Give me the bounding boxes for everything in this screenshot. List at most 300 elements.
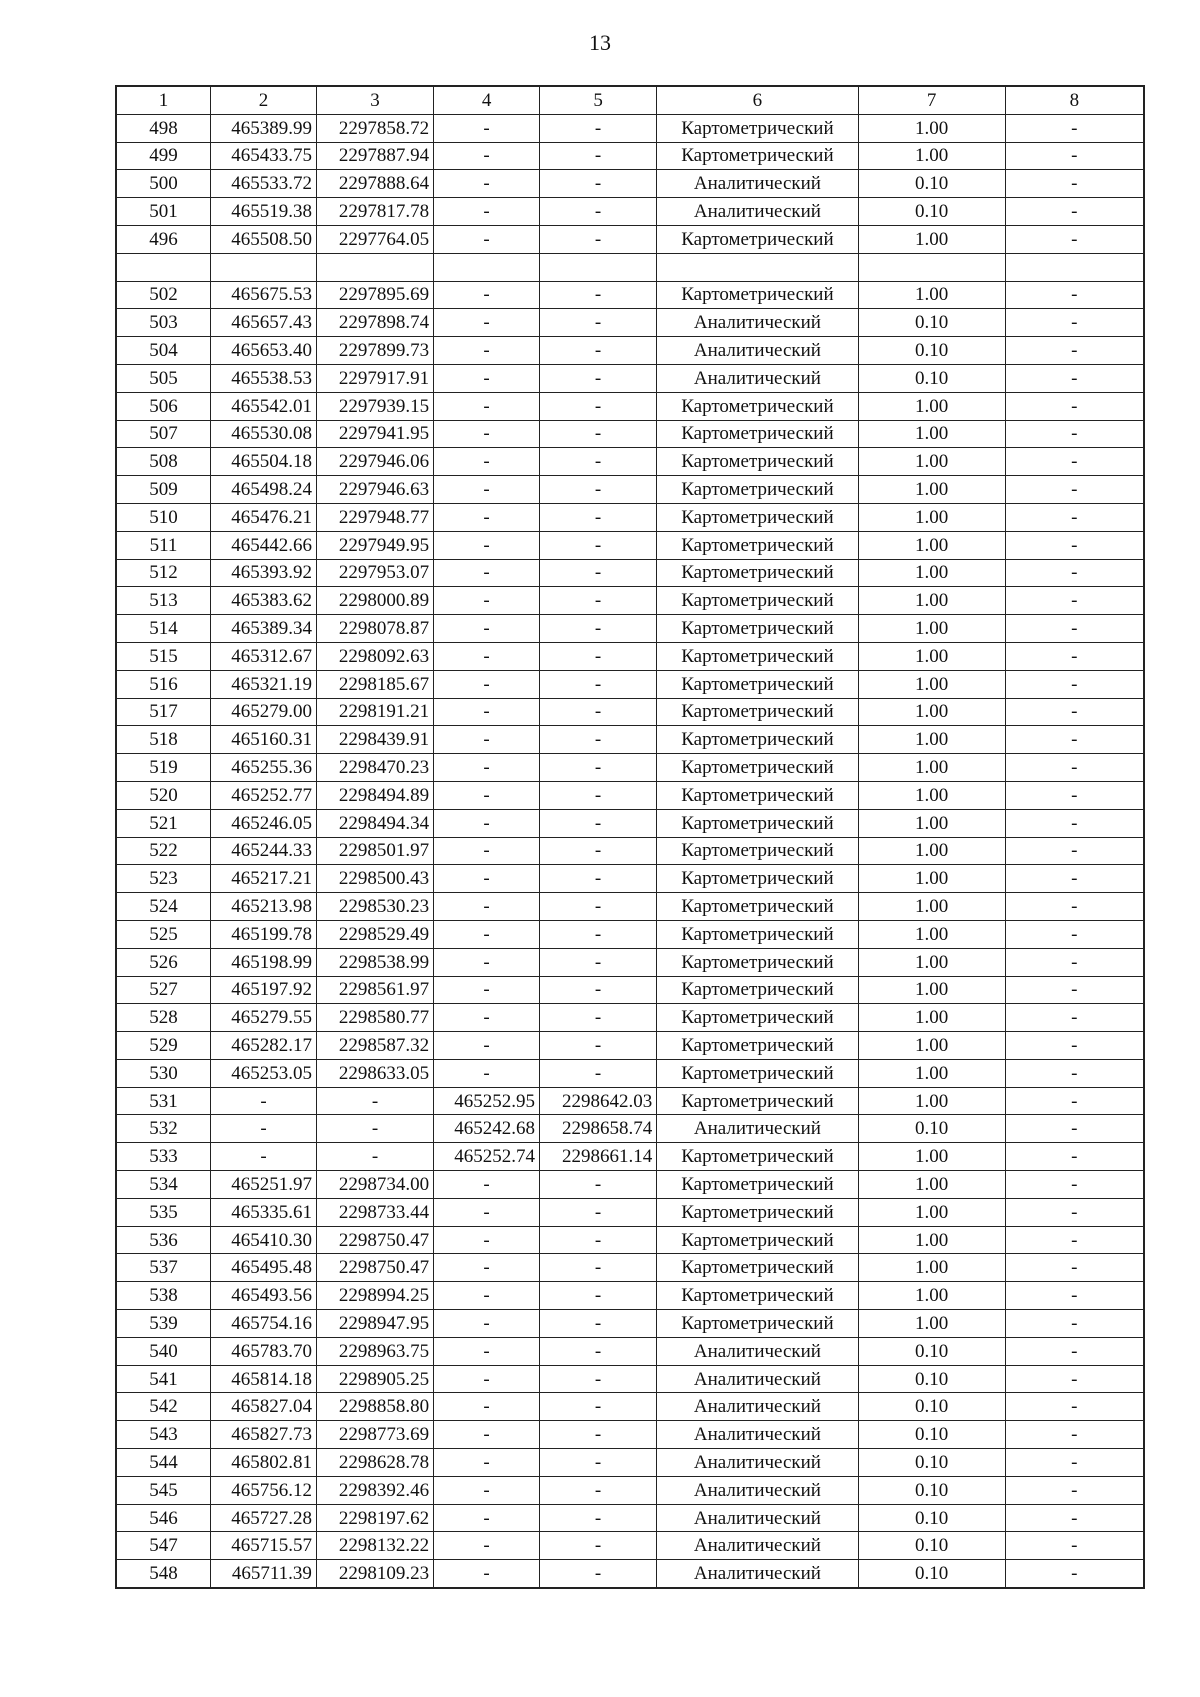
- y-coordinate-cell: 2298092.63: [316, 642, 433, 670]
- point-number-cell: 515: [116, 642, 211, 670]
- accuracy-cell: 0.10: [858, 1365, 1005, 1393]
- note-cell: -: [1005, 587, 1144, 615]
- note-cell: -: [1005, 948, 1144, 976]
- y-alt-coordinate-cell: -: [540, 587, 657, 615]
- y-coordinate-cell: 2298530.23: [316, 893, 433, 921]
- y-coordinate-cell: 2297898.74: [316, 309, 433, 337]
- table-row: [116, 1421, 1144, 1449]
- y-alt-coordinate-cell: -: [540, 1310, 657, 1338]
- accuracy-cell: 1.00: [858, 781, 1005, 809]
- y-coordinate-cell: 2297817.78: [316, 198, 433, 226]
- method-cell: Аналитический: [657, 1504, 858, 1532]
- y-coordinate-cell: 2297939.15: [316, 392, 433, 420]
- note-cell: -: [1005, 225, 1144, 253]
- x-coordinate-cell: 465493.56: [211, 1282, 317, 1310]
- x-alt-coordinate-cell: -: [434, 837, 540, 865]
- y-alt-coordinate-cell: -: [540, 559, 657, 587]
- accuracy-cell: 0.10: [858, 1337, 1005, 1365]
- method-cell: Картометрический: [657, 1087, 858, 1115]
- note-cell: -: [1005, 1337, 1144, 1365]
- method-cell: Картометрический: [657, 225, 858, 253]
- y-alt-coordinate-cell: -: [540, 809, 657, 837]
- y-alt-coordinate-cell: -: [540, 1059, 657, 1087]
- y-coordinate-cell: 2298078.87: [316, 615, 433, 643]
- y-coordinate-cell: 2298963.75: [316, 1337, 433, 1365]
- accuracy-cell: 1.00: [858, 976, 1005, 1004]
- x-alt-coordinate-cell: 465252.95: [434, 1087, 540, 1115]
- note-cell: -: [1005, 615, 1144, 643]
- method-cell: Картометрический: [657, 1282, 858, 1310]
- table-row: [116, 1087, 1144, 1115]
- x-alt-coordinate-cell: -: [434, 1504, 540, 1532]
- point-number-cell: 509: [116, 476, 211, 504]
- table-row: [116, 281, 1144, 309]
- point-number-cell: 523: [116, 865, 211, 893]
- table-row: [116, 531, 1144, 559]
- x-coordinate-cell: 465675.53: [211, 281, 317, 309]
- x-coordinate-cell: [211, 253, 317, 281]
- point-number-cell: 496: [116, 225, 211, 253]
- table-row: [116, 698, 1144, 726]
- table-row: [116, 1059, 1144, 1087]
- y-coordinate-cell: 2298000.89: [316, 587, 433, 615]
- method-cell: Аналитический: [657, 1421, 858, 1449]
- x-alt-coordinate-cell: -: [434, 1198, 540, 1226]
- y-alt-coordinate-cell: -: [540, 1226, 657, 1254]
- table-row: [116, 420, 1144, 448]
- point-number-cell: 542: [116, 1393, 211, 1421]
- method-cell: Картометрический: [657, 920, 858, 948]
- method-cell: Картометрический: [657, 1004, 858, 1032]
- note-cell: -: [1005, 809, 1144, 837]
- note-cell: -: [1005, 1449, 1144, 1477]
- x-coordinate-cell: 465476.21: [211, 503, 317, 531]
- accuracy-cell: 1.00: [858, 1032, 1005, 1060]
- accuracy-cell: 0.10: [858, 309, 1005, 337]
- y-alt-coordinate-cell: -: [540, 503, 657, 531]
- table-row: [116, 1143, 1144, 1171]
- x-alt-coordinate-cell: -: [434, 920, 540, 948]
- method-cell: Аналитический: [657, 1393, 858, 1421]
- x-alt-coordinate-cell: -: [434, 114, 540, 142]
- x-coordinate-cell: -: [211, 1143, 317, 1171]
- point-number-cell: 524: [116, 893, 211, 921]
- table-row: [116, 1337, 1144, 1365]
- x-coordinate-cell: 465410.30: [211, 1226, 317, 1254]
- x-alt-coordinate-cell: -: [434, 531, 540, 559]
- accuracy-cell: 0.10: [858, 337, 1005, 365]
- method-cell: Картометрический: [657, 642, 858, 670]
- point-number-cell: 533: [116, 1143, 211, 1171]
- note-cell: -: [1005, 1365, 1144, 1393]
- x-alt-coordinate-cell: -: [434, 170, 540, 198]
- table-row: [116, 948, 1144, 976]
- y-alt-coordinate-cell: -: [540, 1393, 657, 1421]
- x-alt-coordinate-cell: -: [434, 1393, 540, 1421]
- x-alt-coordinate-cell: -: [434, 337, 540, 365]
- method-cell: [657, 253, 858, 281]
- point-number-cell: 500: [116, 170, 211, 198]
- note-cell: -: [1005, 420, 1144, 448]
- note-cell: -: [1005, 726, 1144, 754]
- x-coordinate-cell: 465198.99: [211, 948, 317, 976]
- y-coordinate-cell: 2297917.91: [316, 364, 433, 392]
- table-row: [116, 1032, 1144, 1060]
- table-row: [116, 198, 1144, 226]
- y-alt-coordinate-cell: -: [540, 225, 657, 253]
- x-coordinate-cell: 465246.05: [211, 809, 317, 837]
- accuracy-cell: 1.00: [858, 809, 1005, 837]
- y-alt-coordinate-cell: 2298658.74: [540, 1115, 657, 1143]
- y-coordinate-cell: -: [316, 1115, 433, 1143]
- y-coordinate-cell: [316, 253, 433, 281]
- table-row: [116, 1282, 1144, 1310]
- x-coordinate-cell: 465498.24: [211, 476, 317, 504]
- note-cell: -: [1005, 1171, 1144, 1199]
- point-number-cell: 529: [116, 1032, 211, 1060]
- y-coordinate-cell: 2298994.25: [316, 1282, 433, 1310]
- note-cell: -: [1005, 364, 1144, 392]
- point-number-cell: 537: [116, 1254, 211, 1282]
- x-coordinate-cell: 465827.73: [211, 1421, 317, 1449]
- table-row: [116, 1560, 1144, 1588]
- method-cell: Аналитический: [657, 337, 858, 365]
- x-coordinate-cell: 465538.53: [211, 364, 317, 392]
- point-number-cell: 543: [116, 1421, 211, 1449]
- method-cell: Картометрический: [657, 587, 858, 615]
- point-number-cell: 540: [116, 1337, 211, 1365]
- method-cell: Картометрический: [657, 1143, 858, 1171]
- y-coordinate-cell: 2298750.47: [316, 1254, 433, 1282]
- x-alt-coordinate-cell: -: [434, 893, 540, 921]
- table-row: [116, 142, 1144, 170]
- point-number-cell: 512: [116, 559, 211, 587]
- y-coordinate-cell: 2298197.62: [316, 1504, 433, 1532]
- y-alt-coordinate-cell: -: [540, 281, 657, 309]
- accuracy-cell: 1.00: [858, 559, 1005, 587]
- y-coordinate-cell: 2297887.94: [316, 142, 433, 170]
- note-cell: -: [1005, 114, 1144, 142]
- header-cell: 8: [1005, 86, 1144, 114]
- x-alt-coordinate-cell: -: [434, 1532, 540, 1560]
- header-cell: 5: [540, 86, 657, 114]
- x-alt-coordinate-cell: -: [434, 559, 540, 587]
- x-alt-coordinate-cell: -: [434, 225, 540, 253]
- x-coordinate-cell: 465542.01: [211, 392, 317, 420]
- accuracy-cell: 0.10: [858, 364, 1005, 392]
- point-number-cell: 536: [116, 1226, 211, 1254]
- note-cell: -: [1005, 1143, 1144, 1171]
- x-alt-coordinate-cell: -: [434, 781, 540, 809]
- x-alt-coordinate-cell: -: [434, 726, 540, 754]
- method-cell: Картометрический: [657, 420, 858, 448]
- method-cell: Картометрический: [657, 948, 858, 976]
- note-cell: -: [1005, 698, 1144, 726]
- point-number-cell: 505: [116, 364, 211, 392]
- y-alt-coordinate-cell: -: [540, 948, 657, 976]
- method-cell: Аналитический: [657, 1115, 858, 1143]
- method-cell: Картометрический: [657, 281, 858, 309]
- y-coordinate-cell: 2297953.07: [316, 559, 433, 587]
- point-number-cell: 532: [116, 1115, 211, 1143]
- x-alt-coordinate-cell: -: [434, 698, 540, 726]
- method-cell: Картометрический: [657, 559, 858, 587]
- x-alt-coordinate-cell: -: [434, 615, 540, 643]
- y-alt-coordinate-cell: -: [540, 1476, 657, 1504]
- header-cell: 2: [211, 86, 317, 114]
- point-number-cell: 535: [116, 1198, 211, 1226]
- table-row: [116, 225, 1144, 253]
- y-alt-coordinate-cell: -: [540, 1198, 657, 1226]
- x-coordinate-cell: 465197.92: [211, 976, 317, 1004]
- accuracy-cell: 1.00: [858, 1171, 1005, 1199]
- point-number-cell: 534: [116, 1171, 211, 1199]
- y-coordinate-cell: 2298773.69: [316, 1421, 433, 1449]
- y-alt-coordinate-cell: -: [540, 170, 657, 198]
- x-coordinate-cell: 465217.21: [211, 865, 317, 893]
- x-coordinate-cell: 465442.66: [211, 531, 317, 559]
- accuracy-cell: 1.00: [858, 670, 1005, 698]
- y-alt-coordinate-cell: -: [540, 1337, 657, 1365]
- method-cell: Картометрический: [657, 893, 858, 921]
- point-number-cell: 511: [116, 531, 211, 559]
- y-coordinate-cell: 2298500.43: [316, 865, 433, 893]
- x-alt-coordinate-cell: -: [434, 364, 540, 392]
- x-coordinate-cell: 465715.57: [211, 1532, 317, 1560]
- x-coordinate-cell: 465657.43: [211, 309, 317, 337]
- x-alt-coordinate-cell: -: [434, 476, 540, 504]
- point-number-cell: 513: [116, 587, 211, 615]
- table-row: [116, 448, 1144, 476]
- x-coordinate-cell: 465508.50: [211, 225, 317, 253]
- accuracy-cell: 1.00: [858, 754, 1005, 782]
- method-cell: Картометрический: [657, 503, 858, 531]
- y-coordinate-cell: 2298633.05: [316, 1059, 433, 1087]
- y-coordinate-cell: 2298905.25: [316, 1365, 433, 1393]
- accuracy-cell: 1.00: [858, 142, 1005, 170]
- method-cell: Картометрический: [657, 392, 858, 420]
- accuracy-cell: 1.00: [858, 1087, 1005, 1115]
- table-row: [116, 1476, 1144, 1504]
- x-alt-coordinate-cell: -: [434, 1365, 540, 1393]
- note-cell: -: [1005, 392, 1144, 420]
- x-alt-coordinate-cell: -: [434, 448, 540, 476]
- y-coordinate-cell: 2298628.78: [316, 1449, 433, 1477]
- note-cell: -: [1005, 1421, 1144, 1449]
- x-coordinate-cell: -: [211, 1087, 317, 1115]
- method-cell: Картометрический: [657, 698, 858, 726]
- x-coordinate-cell: 465279.55: [211, 1004, 317, 1032]
- x-coordinate-cell: 465321.19: [211, 670, 317, 698]
- accuracy-cell: 0.10: [858, 1560, 1005, 1588]
- table-row: [116, 337, 1144, 365]
- y-coordinate-cell: 2297946.06: [316, 448, 433, 476]
- y-coordinate-cell: 2298587.32: [316, 1032, 433, 1060]
- y-coordinate-cell: 2297895.69: [316, 281, 433, 309]
- note-cell: -: [1005, 281, 1144, 309]
- y-alt-coordinate-cell: -: [540, 420, 657, 448]
- point-number-cell: 526: [116, 948, 211, 976]
- method-cell: Картометрический: [657, 781, 858, 809]
- point-number-cell: 501: [116, 198, 211, 226]
- y-alt-coordinate-cell: -: [540, 1365, 657, 1393]
- table-row: [116, 1365, 1144, 1393]
- accuracy-cell: 1.00: [858, 503, 1005, 531]
- table-row: [116, 920, 1144, 948]
- point-number-cell: 517: [116, 698, 211, 726]
- note-cell: -: [1005, 920, 1144, 948]
- accuracy-cell: 1.00: [858, 1310, 1005, 1338]
- table-row: [116, 1504, 1144, 1532]
- accuracy-cell: 1.00: [858, 920, 1005, 948]
- x-alt-coordinate-cell: -: [434, 198, 540, 226]
- y-alt-coordinate-cell: -: [540, 1004, 657, 1032]
- y-alt-coordinate-cell: -: [540, 837, 657, 865]
- accuracy-cell: 0.10: [858, 1115, 1005, 1143]
- accuracy-cell: 1.00: [858, 1143, 1005, 1171]
- point-number-cell: 506: [116, 392, 211, 420]
- y-alt-coordinate-cell: -: [540, 1421, 657, 1449]
- method-cell: Аналитический: [657, 364, 858, 392]
- y-coordinate-cell: 2297941.95: [316, 420, 433, 448]
- method-cell: Картометрический: [657, 531, 858, 559]
- y-alt-coordinate-cell: -: [540, 198, 657, 226]
- note-cell: -: [1005, 1059, 1144, 1087]
- y-alt-coordinate-cell: -: [540, 114, 657, 142]
- x-alt-coordinate-cell: -: [434, 587, 540, 615]
- x-coordinate-cell: 465495.48: [211, 1254, 317, 1282]
- note-cell: [1005, 253, 1144, 281]
- x-alt-coordinate-cell: -: [434, 281, 540, 309]
- y-alt-coordinate-cell: 2298642.03: [540, 1087, 657, 1115]
- point-number-cell: 521: [116, 809, 211, 837]
- method-cell: Аналитический: [657, 198, 858, 226]
- y-alt-coordinate-cell: -: [540, 531, 657, 559]
- point-number-cell: 503: [116, 309, 211, 337]
- table-row: [116, 503, 1144, 531]
- method-cell: Картометрический: [657, 1198, 858, 1226]
- accuracy-cell: 1.00: [858, 1282, 1005, 1310]
- y-coordinate-cell: 2297949.95: [316, 531, 433, 559]
- method-cell: Картометрический: [657, 1059, 858, 1087]
- point-number-cell: 518: [116, 726, 211, 754]
- accuracy-cell: 1.00: [858, 726, 1005, 754]
- method-cell: Аналитический: [657, 1476, 858, 1504]
- y-alt-coordinate-cell: -: [540, 976, 657, 1004]
- y-coordinate-cell: 2297858.72: [316, 114, 433, 142]
- point-number-cell: 516: [116, 670, 211, 698]
- x-coordinate-cell: 465251.97: [211, 1171, 317, 1199]
- x-coordinate-cell: 465244.33: [211, 837, 317, 865]
- y-alt-coordinate-cell: -: [540, 642, 657, 670]
- note-cell: -: [1005, 1087, 1144, 1115]
- method-cell: Картометрический: [657, 448, 858, 476]
- note-cell: -: [1005, 531, 1144, 559]
- y-coordinate-cell: -: [316, 1143, 433, 1171]
- point-number-cell: 525: [116, 920, 211, 948]
- x-coordinate-cell: 465255.36: [211, 754, 317, 782]
- accuracy-cell: 1.00: [858, 281, 1005, 309]
- x-alt-coordinate-cell: -: [434, 1282, 540, 1310]
- table-row: [116, 781, 1144, 809]
- y-coordinate-cell: 2298561.97: [316, 976, 433, 1004]
- table-row: [116, 392, 1144, 420]
- y-coordinate-cell: 2297899.73: [316, 337, 433, 365]
- y-coordinate-cell: 2297948.77: [316, 503, 433, 531]
- y-coordinate-cell: 2298538.99: [316, 948, 433, 976]
- x-coordinate-cell: 465433.75: [211, 142, 317, 170]
- y-coordinate-cell: 2298501.97: [316, 837, 433, 865]
- table-row: [116, 726, 1144, 754]
- x-coordinate-cell: 465252.77: [211, 781, 317, 809]
- table-row: [116, 1171, 1144, 1199]
- note-cell: -: [1005, 448, 1144, 476]
- method-cell: Картометрический: [657, 809, 858, 837]
- y-alt-coordinate-cell: -: [540, 309, 657, 337]
- table-body: [116, 86, 1144, 1588]
- x-alt-coordinate-cell: -: [434, 670, 540, 698]
- x-alt-coordinate-cell: -: [434, 1337, 540, 1365]
- accuracy-cell: 1.00: [858, 1198, 1005, 1226]
- accuracy-cell: 1.00: [858, 865, 1005, 893]
- accuracy-cell: 1.00: [858, 1226, 1005, 1254]
- table-row: [116, 114, 1144, 142]
- y-coordinate-cell: -: [316, 1087, 433, 1115]
- note-cell: -: [1005, 503, 1144, 531]
- note-cell: -: [1005, 976, 1144, 1004]
- point-number-cell: [116, 253, 211, 281]
- x-alt-coordinate-cell: -: [434, 420, 540, 448]
- table-row: [116, 1393, 1144, 1421]
- note-cell: -: [1005, 1393, 1144, 1421]
- y-alt-coordinate-cell: -: [540, 1254, 657, 1282]
- coordinates-table: [115, 85, 1145, 1589]
- y-alt-coordinate-cell: -: [540, 142, 657, 170]
- y-alt-coordinate-cell: -: [540, 364, 657, 392]
- x-alt-coordinate-cell: -: [434, 1171, 540, 1199]
- point-number-cell: 545: [116, 1476, 211, 1504]
- note-cell: -: [1005, 865, 1144, 893]
- y-alt-coordinate-cell: -: [540, 392, 657, 420]
- accuracy-cell: 1.00: [858, 698, 1005, 726]
- table-header-row: [116, 86, 1144, 114]
- y-alt-coordinate-cell: -: [540, 337, 657, 365]
- y-coordinate-cell: 2298734.00: [316, 1171, 433, 1199]
- method-cell: Картометрический: [657, 837, 858, 865]
- note-cell: -: [1005, 337, 1144, 365]
- table-row: [116, 1198, 1144, 1226]
- y-coordinate-cell: 2298392.46: [316, 1476, 433, 1504]
- x-coordinate-cell: 465160.31: [211, 726, 317, 754]
- method-cell: Картометрический: [657, 114, 858, 142]
- point-number-cell: 530: [116, 1059, 211, 1087]
- y-coordinate-cell: 2298494.89: [316, 781, 433, 809]
- accuracy-cell: 1.00: [858, 114, 1005, 142]
- point-number-cell: 499: [116, 142, 211, 170]
- table-row: [116, 837, 1144, 865]
- table-row: [116, 1226, 1144, 1254]
- note-cell: -: [1005, 1310, 1144, 1338]
- table-row: [116, 976, 1144, 1004]
- x-coordinate-cell: 465213.98: [211, 893, 317, 921]
- accuracy-cell: 1.00: [858, 531, 1005, 559]
- y-alt-coordinate-cell: 2298661.14: [540, 1143, 657, 1171]
- table-row: [116, 1254, 1144, 1282]
- x-coordinate-cell: 465783.70: [211, 1337, 317, 1365]
- table-row: [116, 809, 1144, 837]
- table-row: [116, 670, 1144, 698]
- point-number-cell: 522: [116, 837, 211, 865]
